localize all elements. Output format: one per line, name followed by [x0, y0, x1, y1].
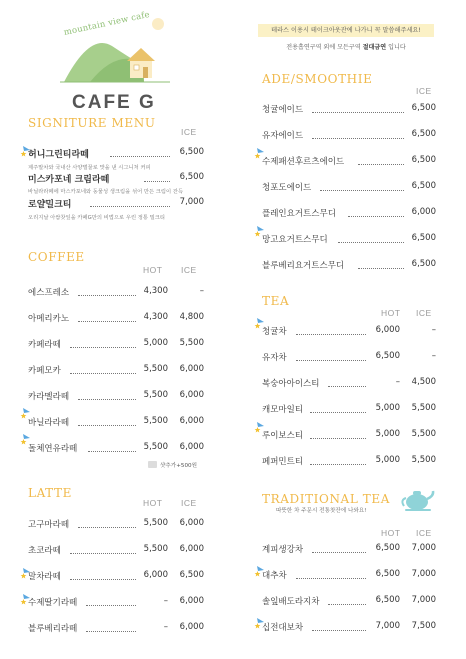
menu-item: [28, 364, 204, 378]
star-icon: [20, 594, 30, 605]
item-price: 6,500: [411, 259, 436, 269]
item-price-hot: 5,500: [143, 390, 168, 400]
star-icon: [254, 618, 264, 629]
menu-item: [28, 622, 204, 636]
menu-item: [262, 259, 436, 273]
item-name: 고구마라떼: [28, 520, 70, 530]
item-price-ice: 7,500: [411, 621, 436, 631]
item-price-ice: 6,000: [179, 518, 204, 528]
traditional-ice-header: ICE: [416, 528, 432, 538]
teapot-icon: [400, 486, 436, 512]
star-icon: [20, 408, 30, 419]
dot-leader: [86, 604, 136, 606]
item-name: 청포도에이드: [262, 183, 312, 193]
menu-item: [262, 155, 436, 169]
dot-leader: [78, 294, 136, 296]
star-icon: [20, 146, 30, 157]
menu-item: [28, 390, 204, 404]
menu-item: [28, 312, 204, 326]
menu-item: [262, 325, 436, 339]
menu-item: [262, 207, 436, 221]
item-name: 유자에이드: [262, 131, 304, 141]
dot-leader: [310, 463, 366, 465]
menu-item: [262, 455, 436, 469]
item-name: 유자차: [262, 353, 287, 363]
item-price-ice: 6,500: [179, 570, 204, 580]
item-name: 에스프레소: [28, 288, 70, 298]
logo-tagline: mountain view cafe: [62, 9, 151, 38]
dot-leader: [296, 333, 366, 335]
item-price-ice: –: [431, 325, 436, 335]
item-price-hot: 6,000: [375, 325, 400, 335]
coffee-hot-header: HOT: [143, 265, 163, 275]
item-name: 청귤차: [262, 327, 287, 337]
item-price: 6,500: [179, 147, 204, 157]
item-name: 말차라떼: [28, 572, 61, 582]
item-price: 6,500: [411, 129, 436, 139]
item-price: 6,500: [411, 181, 436, 191]
dot-leader: [358, 267, 404, 269]
item-price-ice: 6,000: [179, 622, 204, 632]
star-icon: [254, 566, 264, 577]
menu-item: [262, 621, 436, 635]
traditional-note: 따뜻한 차 주문시 전통찻잔에 나와요!: [276, 508, 367, 514]
dot-leader: [70, 372, 136, 374]
menu-item: [28, 544, 204, 558]
item-price-ice: 6,000: [179, 364, 204, 374]
item-name: 미스카포네 크림라떼: [28, 175, 110, 185]
menu-item: [28, 338, 204, 352]
menu-item: [28, 596, 204, 610]
menu-item: [262, 129, 436, 143]
menu-item: [262, 103, 436, 117]
item-price-hot: 5,500: [143, 442, 168, 452]
item-price-hot: 6,500: [375, 351, 400, 361]
item-price-hot: 7,000: [375, 621, 400, 631]
item-name: 플레인요거트스무디: [262, 209, 336, 219]
item-price-ice: 6,000: [179, 544, 204, 554]
item-price-ice: 5,500: [411, 455, 436, 465]
dot-leader: [78, 526, 136, 528]
smoking-notice-prefix: 전용흡연구역 외에 모든구역: [286, 44, 363, 51]
coffee-ice-header: ICE: [181, 265, 197, 275]
star-icon: [20, 568, 30, 579]
menu-item: [28, 518, 204, 532]
traditional-hot-header: HOT: [381, 528, 401, 538]
item-name: 블루베리라떼: [28, 624, 78, 634]
item-price-hot: 5,000: [375, 429, 400, 439]
dot-leader: [320, 189, 404, 191]
star-icon: [254, 226, 264, 237]
menu-item: [28, 147, 204, 161]
item-name: 카페모카: [28, 366, 61, 376]
item-name: 캐모마일티: [262, 405, 304, 415]
item-price-hot: 5,000: [143, 338, 168, 348]
menu-item: [262, 377, 436, 391]
star-icon: [254, 148, 264, 159]
tea-ice-header: ICE: [416, 308, 432, 318]
dot-leader: [70, 552, 136, 554]
dot-leader: [328, 385, 366, 387]
item-name: 페퍼민트티: [262, 457, 304, 467]
item-price: 6,500: [411, 155, 436, 165]
item-price: 7,000: [179, 197, 204, 207]
item-price-ice: 5,500: [411, 429, 436, 439]
smoking-notice: [258, 42, 434, 51]
item-price-ice: 6,000: [179, 390, 204, 400]
menu-item: [28, 442, 204, 456]
dot-leader: [312, 551, 366, 553]
dot-leader: [312, 137, 404, 139]
menu-item: [262, 569, 436, 583]
dot-leader: [78, 320, 136, 322]
item-name: 십전대보차: [262, 623, 304, 633]
dot-leader: [328, 603, 366, 605]
item-name: 초코라떼: [28, 546, 61, 556]
item-price-ice: 7,000: [411, 569, 436, 579]
item-price-ice: 4,800: [179, 312, 204, 322]
dot-leader: [90, 205, 170, 207]
item-name: 돌체연유라떼: [28, 444, 78, 454]
smoking-notice-bold: 절대금연: [362, 44, 387, 51]
dot-leader: [78, 424, 136, 426]
item-name: 루이보스티: [262, 431, 304, 441]
item-price-ice: –: [431, 351, 436, 361]
item-price: 6,000: [411, 207, 436, 217]
smoking-notice-suffix: 입니다: [386, 44, 406, 51]
item-price-hot: 6,500: [375, 569, 400, 579]
dot-leader: [348, 215, 404, 217]
item-price-ice: 6,000: [179, 416, 204, 426]
item-price-hot: –: [163, 596, 168, 606]
item-price-ice: 6,000: [179, 442, 204, 452]
dot-leader: [88, 450, 136, 452]
item-description: 바닐라라떼에 마스카포네와 동물성 생크림을 섞어 만든 크림이 잔득: [28, 189, 184, 195]
latte-hot-header: HOT: [143, 498, 163, 508]
tea-title: TEA: [262, 294, 290, 308]
star-icon: [254, 318, 264, 329]
menu-item: [262, 233, 436, 247]
item-price-ice: 7,000: [411, 543, 436, 553]
dot-leader: [110, 155, 170, 157]
star-icon: [254, 422, 264, 433]
menu-item: [262, 403, 436, 417]
star-icon: [20, 434, 30, 445]
item-price-hot: 5,500: [143, 544, 168, 554]
traditional-title: TRADITIONAL TEA: [262, 492, 391, 506]
menu-item: [262, 543, 436, 557]
signature-ice-header: ICE: [181, 127, 197, 137]
item-price-hot: –: [163, 622, 168, 632]
logo-name: CAFE G: [72, 92, 156, 113]
item-name: 카페라떼: [28, 340, 61, 350]
item-price-hot: 5,000: [375, 455, 400, 465]
dot-leader: [312, 111, 404, 113]
menu-item: [28, 197, 204, 211]
latte-ice-header: ICE: [181, 498, 197, 508]
item-price-ice: 7,000: [411, 595, 436, 605]
menu-item: [28, 172, 204, 186]
item-price-ice: 6,000: [179, 596, 204, 606]
item-name: 계피생강차: [262, 545, 304, 555]
cup-icon: [148, 461, 157, 468]
item-description: 제주말차와 국내산 사양벌꿀로 맛을 낸 시그니처 커피: [28, 165, 151, 171]
item-price: 6,500: [411, 233, 436, 243]
item-price-ice: 5,500: [179, 338, 204, 348]
dot-leader: [312, 629, 366, 631]
ade-ice-header: ICE: [416, 86, 432, 96]
item-name: 블루베리요거트스무디: [262, 261, 345, 271]
menu-item: [28, 570, 204, 584]
tea-hot-header: HOT: [381, 308, 401, 318]
terrace-notice: 테라스 이용시 테이크아웃잔에 나가니 꼭 말씀해주세요!: [258, 24, 434, 37]
item-price-hot: 4,300: [143, 286, 168, 296]
dot-leader: [310, 411, 366, 413]
item-name: 카라멜라떼: [28, 392, 70, 402]
item-price-hot: –: [395, 377, 400, 387]
menu-item: [262, 595, 436, 609]
item-name: 청귤에이드: [262, 105, 304, 115]
menu-item: [28, 416, 204, 430]
dot-leader: [338, 241, 404, 243]
dot-leader: [144, 180, 170, 182]
dot-leader: [70, 346, 136, 348]
dot-leader: [296, 359, 366, 361]
item-name: 솔잎배도라지차: [262, 597, 320, 607]
item-name: 복숭아아이스티: [262, 379, 320, 389]
item-name: 수제딸기라떼: [28, 598, 78, 608]
item-price-hot: 5,500: [143, 416, 168, 426]
item-price-hot: 5,000: [375, 403, 400, 413]
ade-title: ADE/SMOOTHIE: [262, 72, 373, 86]
menu-item: [262, 351, 436, 365]
item-price-hot: 6,000: [143, 570, 168, 580]
item-price-hot: 6,500: [375, 543, 400, 553]
dot-leader: [86, 630, 136, 632]
menu-item: [28, 286, 204, 300]
item-price-hot: 6,500: [375, 595, 400, 605]
item-price: 6,500: [179, 172, 204, 182]
item-name: 아메리카노: [28, 314, 70, 324]
menu-item: [262, 429, 436, 443]
shot-add-note: 샷추가+500원: [160, 463, 197, 469]
item-name: 바닐라라떼: [28, 418, 70, 428]
item-name: 대추차: [262, 571, 287, 581]
dot-leader: [296, 577, 366, 579]
dot-leader: [70, 578, 136, 580]
dot-leader: [78, 398, 136, 400]
menu-item: [262, 181, 436, 195]
item-price-hot: 5,500: [143, 518, 168, 528]
dot-leader: [310, 437, 366, 439]
item-price-hot: 5,500: [143, 364, 168, 374]
item-name: 수제패션후르츠에이드: [262, 157, 345, 167]
item-price-ice: 5,500: [411, 403, 436, 413]
cafe-logo: [60, 9, 180, 113]
item-name: 허니그린티라떼: [28, 150, 89, 160]
dot-leader: [358, 163, 404, 165]
item-price: 6,500: [411, 103, 436, 113]
latte-title: LATTE: [28, 486, 72, 500]
item-price-ice: 4,500: [411, 377, 436, 387]
item-price-hot: 4,300: [143, 312, 168, 322]
item-name: 로얄밀크티: [28, 200, 72, 210]
item-name: 망고요거트스무디: [262, 235, 328, 245]
coffee-title: COFFEE: [28, 250, 85, 264]
item-description: 오리지날 아쌈찻잎을 카페G만의 비법으로 우린 정통 밀크티: [28, 215, 166, 221]
item-price-ice: –: [199, 286, 204, 296]
signature-title: SIGNITURE MENU: [28, 116, 156, 130]
